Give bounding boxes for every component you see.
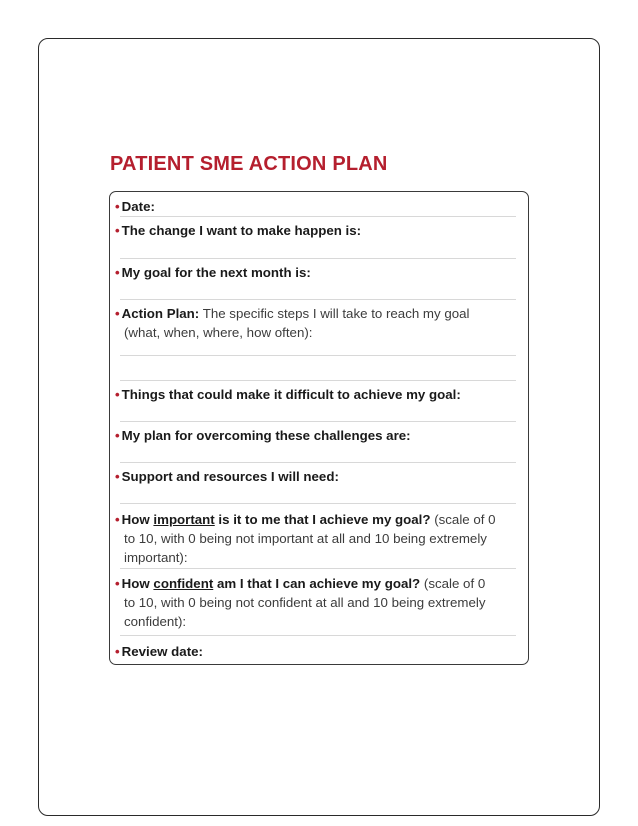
importance-scale-cont: to 10, with 0 being not important at all and 10 being extremely xyxy=(124,531,487,546)
date-item xyxy=(115,197,520,216)
overcoming-label: My plan for overcoming these challenges are: xyxy=(121,428,411,443)
confidence-answer-line[interactable] xyxy=(120,635,516,636)
confidence-scale-end: confident): xyxy=(124,614,187,629)
goal-answer-line[interactable] xyxy=(120,299,516,300)
bullet-icon: • xyxy=(115,265,120,280)
confidence-post: am I that I can achieve my goal? xyxy=(213,576,421,591)
bullet-icon: • xyxy=(115,199,120,214)
confidence-scale: (scale of 0 xyxy=(423,576,486,591)
bullet-icon: • xyxy=(115,469,120,484)
action-plan-item xyxy=(115,304,520,342)
difficulties-answer-line[interactable] xyxy=(120,421,516,422)
confidence-emphasis: confident xyxy=(153,576,214,591)
difficulties-item xyxy=(115,385,520,404)
goal-label: My goal for the next month is: xyxy=(121,265,311,280)
confidence-scale-cont: to 10, with 0 being not confident at all and 10 being extremely xyxy=(124,595,486,610)
overcoming-answer-line[interactable] xyxy=(120,462,516,463)
bullet-icon: • xyxy=(115,306,120,321)
overcoming-item xyxy=(115,426,520,445)
date-answer-line[interactable] xyxy=(120,216,516,217)
document-title: PATIENT SME ACTION PLAN xyxy=(110,153,388,175)
review-date-label: Review date: xyxy=(121,644,203,659)
date-label: Date: xyxy=(121,199,155,214)
change-label: The change I want to make happen is: xyxy=(121,223,362,238)
action-plan-desc: The specific steps I will take to reach my goal xyxy=(202,306,470,321)
action-plan-answer-line-1[interactable] xyxy=(120,355,516,356)
bullet-icon: • xyxy=(115,644,120,659)
goal-item xyxy=(115,263,520,282)
action-plan-desc-cont: (what, when, where, how often): xyxy=(124,325,313,340)
importance-emphasis: important xyxy=(153,512,215,527)
review-date-item xyxy=(115,642,520,661)
importance-pre: How xyxy=(121,512,154,527)
action-plan-label: Action Plan: xyxy=(121,306,200,321)
importance-scale: (scale of 0 xyxy=(434,512,496,527)
bullet-icon: • xyxy=(115,387,120,402)
bullet-icon: • xyxy=(115,223,120,238)
bullet-icon: • xyxy=(115,576,120,591)
confidence-pre: How xyxy=(121,576,154,591)
support-item xyxy=(115,467,520,486)
bullet-icon: • xyxy=(115,428,120,443)
support-label: Support and resources I will need: xyxy=(121,469,339,484)
importance-item xyxy=(115,510,520,567)
change-item xyxy=(115,221,520,240)
change-answer-line[interactable] xyxy=(120,258,516,259)
difficulties-label: Things that could make it difficult to achieve my goal: xyxy=(121,387,461,402)
importance-post: is it to me that I achieve my goal? xyxy=(214,512,431,527)
bullet-icon: • xyxy=(115,512,120,527)
confidence-item xyxy=(115,574,520,631)
support-answer-line[interactable] xyxy=(120,503,516,504)
action-plan-answer-line-2[interactable] xyxy=(120,380,516,381)
importance-answer-line[interactable] xyxy=(120,568,516,569)
importance-scale-end: important): xyxy=(124,550,188,565)
